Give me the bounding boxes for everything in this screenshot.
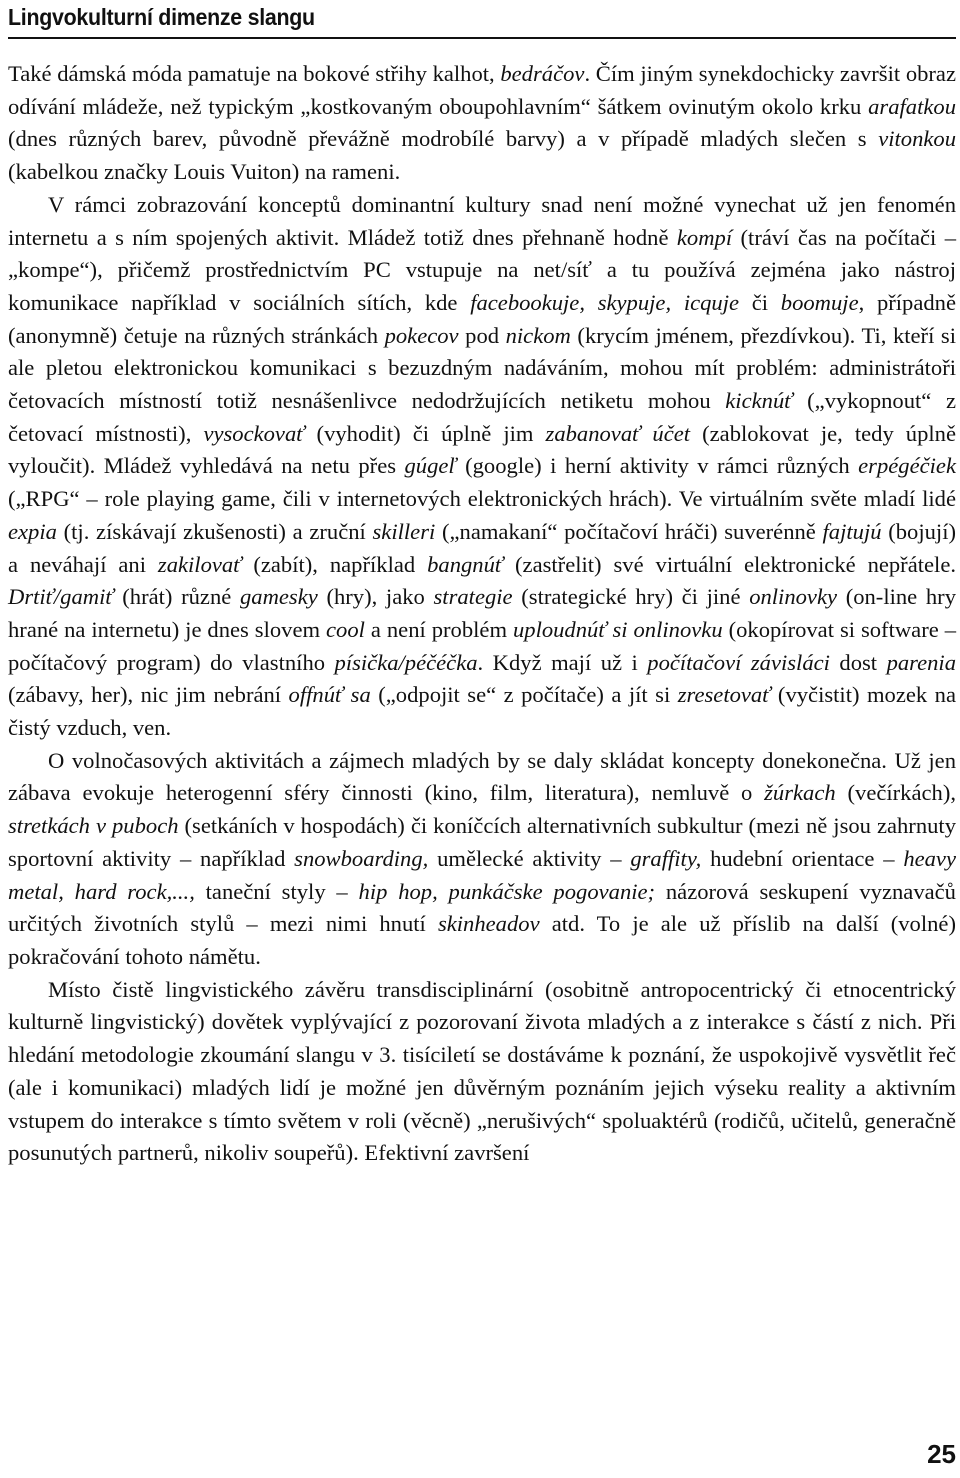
text-run: . Když mají už i [477, 649, 648, 675]
article-body [8, 58, 956, 1170]
italic-term: hip hop, punkáčske pogovanie; [358, 878, 656, 904]
italic-term: stretkách v puboch [8, 813, 179, 839]
text-run: (zastřelit) své virtuální elektronické nepřátele. [503, 551, 956, 577]
text-run: (vyhodit) či úplně jim [304, 420, 546, 446]
text-run: („namakaní“ počítačoví hráči) suverénně [435, 518, 823, 544]
text-run: či [739, 289, 781, 315]
italic-term: snowboarding, [294, 845, 429, 871]
italic-term: offnúť sa [288, 682, 371, 708]
italic-term: nickom [505, 322, 571, 348]
text-run: názorová seskupení vyznavačů určitých životních stylů – mezi nimi hnutí [8, 878, 956, 937]
text-run: Místo čistě lingvistického závěru transdisciplinární (osobitně antropocentrický či etnocentrický kulturně lingvistický) dovětek vyplývající z pozorovaní života mladých a z interakce s částí z nich. Při hledání metodologie zkoumání slangu v 3. tisíciletí se dostáváme k poznání, že uspokojivě vysvětlit řeč (ale i komunikaci) mladých lidí je možné jen důvěrným poznáním jejich výseku reality a aktivním vstupem do interakce s tímto světem v roli (věcně) „nerušivých“ spoluaktérů (rodičů, učitelů, generačně posunutých partnerů, nikoliv soupeřů). Efektivní završení [8, 976, 956, 1166]
text-run: („odpojit se“ z počítače) a jít si [370, 682, 678, 708]
paragraph [8, 974, 956, 1170]
italic-term: zresetovať [677, 682, 771, 708]
italic-term: cool [326, 616, 365, 642]
italic-term: zakilovať [157, 551, 242, 577]
text-run: (google) i herní aktivity v rámci různých [456, 453, 859, 479]
italic-term: bedráčov [500, 61, 585, 86]
paragraph [8, 189, 956, 745]
text-run: („vykopnout“ z četovací místnosti), [8, 388, 956, 446]
text-run: (zabít), například [241, 551, 428, 577]
text-run: hudební orientace – [701, 845, 904, 871]
italic-term: parenia [886, 649, 957, 675]
text-run: O volnočasových aktivitách a zájmech mladých by se daly skládat koncepty donekonečna. Už jen zábava evokuje heterogenní sféry činnosti (kino, film, literatura), nemluvě o [8, 747, 956, 806]
italic-term: expia [8, 518, 57, 544]
italic-term: písička/péčéčka [334, 649, 478, 675]
italic-term: vitonkou [878, 126, 956, 152]
text-run: (hry), jako [317, 584, 434, 610]
italic-term: onlinovky [749, 584, 838, 610]
text-run: taneční styly – [194, 878, 359, 904]
italic-term: bangnúť [427, 551, 504, 577]
italic-term: žúrkach [764, 780, 836, 806]
italic-term: pokecov [384, 322, 459, 348]
text-run: . Čím jiným synekdochicky završit obraz odívání mládeže, než typickým „kostkovaným oboupohlavním“ šátkem ovinutým okolo krku [8, 61, 956, 119]
page-number: 25 [927, 1439, 956, 1469]
text-run: Také dámská móda pamatuje na bokové střihy kalhot, [8, 61, 501, 86]
text-run: umělecké aktivity – [428, 845, 631, 871]
italic-term: facebookuje, skypuje, icquje [470, 289, 740, 315]
text-run: (zablokovat je, tedy úplně vyloučit). Mládež vyhledává na netu přes [8, 420, 956, 479]
text-run: (on-line hry hrané na internetu) je dnes slovem [8, 584, 957, 642]
text-run: (kabelkou značky Louis Vuiton) na rameni. [8, 159, 401, 185]
italic-term: vysockovať [203, 420, 305, 446]
text-run: (vyčistit) mozek na čistý vzduch, ven. [8, 682, 956, 741]
italic-term: zabanovať účet [545, 420, 691, 446]
text-run: (okopírovat si software – počítačový program) do vlastního [8, 616, 956, 675]
italic-term: skinheadov [437, 911, 540, 937]
text-run: („RPG“ – role playing game, čili v internetových elektronických hrách). Ve virtuálním světe mladí lidé [8, 486, 956, 512]
running-header: Lingvokulturní dimenze slangu [8, 4, 315, 30]
text-run: atd. To je ale už příslib na další (volné) pokračování tohoto námětu. [8, 911, 956, 969]
italic-term: počítačoví závisláci [647, 649, 830, 675]
italic-term: boomuje [780, 289, 859, 315]
italic-term: uploudnúť si onlinovku [512, 616, 723, 642]
paragraph [8, 58, 956, 189]
text-run: (dnes různých barev, původně převážně modrobílé barvy) a v případě mladých slečen s [8, 126, 879, 152]
text-run: a není problém [364, 616, 513, 642]
italic-term: kicknúť [725, 388, 793, 414]
text-run: (krycím jménem, přezdívkou). Ti, kteří si ale pletou elektronickou komunikaci s bezuzdným nadáváním, mohou mít problém: administrátoři četovacích místností totiž nesnášenlivce nedodržujících netiketu mohou [8, 322, 956, 414]
text-run: (zábavy, her), nic jim nebrání [8, 682, 289, 708]
italic-term: skilleri [372, 518, 436, 544]
italic-term: kompí [676, 224, 733, 250]
text-run: (bojují) a neváhají ani [8, 518, 956, 577]
text-run: (strategické hry) či jiné [512, 584, 750, 610]
paragraph [8, 745, 956, 974]
italic-term: Drtiť/gamiť [8, 584, 114, 610]
italic-term: gúgeľ [404, 453, 457, 479]
text-run: (večírkách), [835, 780, 956, 806]
text-run: V rámci zobrazování konceptů dominantní kultury snad není možné vynechat už jen fenomén internetu a s ním spojených aktivit. Mládež totiž dnes přehnaně hodně [8, 191, 956, 250]
italic-term: erpégéčiek [858, 453, 956, 479]
italic-term: gamesky [239, 584, 318, 610]
header-rule [8, 37, 956, 39]
text-run: dost [829, 649, 887, 675]
text-run: (tj. získávají zkušenosti) a zruční [56, 518, 373, 544]
text-run: pod [458, 322, 506, 348]
text-run: , případně (anonymně) četuje na různých stránkách [8, 289, 957, 348]
italic-term: fajtujú [822, 518, 882, 544]
italic-term: heavy metal, hard rock,..., [8, 845, 956, 904]
italic-term: arafatkou [868, 93, 956, 119]
italic-term: strategie [433, 584, 513, 610]
text-run: (hrát) různé [113, 584, 240, 610]
italic-term: graffity, [630, 845, 702, 871]
text-run: (setkáních v hospodách) či koníčcích alternativních subkultur (mezi ně jsou zahrnuty sportovní aktivity – například [8, 813, 956, 871]
text-run: (tráví čas na počítači – „kompe“), přičemž prostřednictvím PC vstupuje na net/síť a tu používá zejména jako nástroj komunikace například v sociálních sítích, kde [8, 224, 956, 315]
